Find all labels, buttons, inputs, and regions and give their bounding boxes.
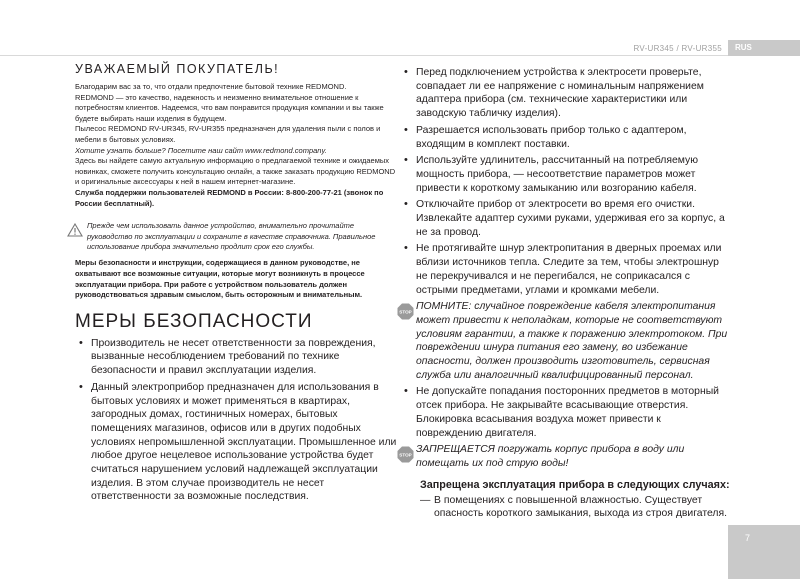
- intro-paragraph-5: Здесь вы найдете самую актуальную информацию о предлагаемой технике и ожидаемых новинках, сможете получить консультацию онлайн, а также заказать продукцию REDMOND и оригинальные аксессуары к ней в нашем интернет-магазине.: [75, 156, 396, 187]
- warning-text: Прежде чем использовать данное устройство, внимательно прочитайте руководство по эксплуатации и сохраните в качестве справочника. Правильное использование прибора значительно продлит срок его службы.: [87, 221, 376, 251]
- language-label: RUS: [735, 43, 752, 52]
- stop-text: случайное повреждение кабеля электропитания может привести к неполадкам, которые не соответствуют условиям гарантии, а также к поражению электротоком. При повреждении шнура питания его замену, во избежание опасности, должен производить изготовитель, сервисная служба или аналогичный квалифицированный персонал.: [416, 301, 728, 381]
- stop-warning-cable: [400, 300, 730, 382]
- svg-text:STOP: STOP: [399, 309, 412, 315]
- greeting-title: УВАЖАЕМЫЙ ПОКУПАТЕЛЬ!: [75, 62, 280, 76]
- stop-warning-water: [400, 443, 730, 470]
- right-bullet-list-a: [400, 66, 730, 297]
- dash-list-item: [400, 494, 730, 521]
- intro-paragraph-3: Пылесос REDMOND RV-UR345, RV-UR355 предназначен для удаления пыли с полов и мебели в бытовых условиях.: [75, 124, 381, 144]
- list-item: • Данный электроприбор предназначен для использования в бытовых условиях и может применяться в квартирах, загородных домах, гостиничных номерах, бытовых помещениях магазинов, офисов или в других подобных условиях непромышленной эксплуатации. Промышленное или любое другое нецелевое использование устройства будет считаться нарушением условий надлежащей эксплуатации изделия. В этом случае производитель не несет ответственности за возможные последствия.: [75, 381, 397, 504]
- intro-paragraph-1: Благодарим вас за то, что отдали предпочтение бытовой технике REDMOND.: [75, 82, 347, 91]
- dash-item-text: В помещениях с повышенной влажностью. Существует опасность короткого замыкания, выхода из строя двигателя.: [434, 494, 727, 520]
- header-models: RV-UR345 / RV-UR355: [633, 44, 722, 53]
- safety-heading: МЕРЫ БЕЗОПАСНОСТИ: [75, 310, 313, 332]
- stop-sign-icon: [397, 303, 414, 320]
- list-item: • Отключайте прибор от электросети во время его очистки. Извлекайте адаптер сухими руками, удерживая его за корпус, а не за провод.: [400, 198, 730, 239]
- list-item: • Перед подключением устройства к электросети проверьте, совпадает ли ее напряжение с номинальным напряжением адаптера прибора (см. технические характеристики или заводскую табличку изделия).: [400, 66, 730, 121]
- page-number-strip: [728, 525, 800, 579]
- list-item: • Не допускайте попадания посторонних предметов в моторный отсек прибора. Не закрывайте всасывающие отверстия. Блокировка всасывания воздуха может привести к повреждению двигателя.: [400, 385, 730, 440]
- stop-text: погружать корпус прибора в воду или помещать их под струю воды!: [416, 444, 685, 469]
- left-bullet-list: [75, 337, 397, 504]
- page-number: 7: [745, 533, 751, 543]
- list-item: • Разрешается использовать прибор только с адаптером, входящим в комплект поставки.: [400, 124, 730, 151]
- list-item: • Используйте удлинитель, рассчитанный на потребляемую мощность прибора, — несоответствие параметров может привести к короткому замыканию или возгоранию кабеля.: [400, 154, 730, 195]
- right-bullet-list-b: [400, 385, 730, 440]
- header-rule: [0, 55, 728, 56]
- list-item: • Не протягивайте шнур электропитания в дверных проемах или вблизи источников тепла. Следите за тем, чтобы электрошнур не перекручивался и не перегибался, не соприкасался с острыми предметами, углами и кромками мебели.: [400, 242, 730, 297]
- svg-text:STOP: STOP: [399, 452, 412, 458]
- left-column: [75, 62, 397, 507]
- intro-paragraph-2: REDMOND — это качество, надежность и неизменно внимательное отношение к потребностям клиентов. Надеемся, что вам понравится продукция компании и вы также будете выбирать наши изделия в будущем.: [75, 92, 384, 123]
- forbidden-heading: Запрещена эксплуатация прибора в следующих случаях:: [420, 478, 730, 491]
- dash-mark: —: [420, 494, 431, 506]
- stop-lead: ПОМНИТЕ:: [416, 301, 472, 313]
- warning-note: [75, 221, 397, 252]
- support-line: Служба поддержки пользователей REDMOND в России: 8-800-200-77-21 (звонок по России бесплатный).: [75, 187, 384, 208]
- list-item: • Производитель не несет ответственности за повреждения, вызванные несоблюдением требований по технике безопасности и правил эксплуатации изделия.: [75, 337, 397, 378]
- stop-lead: ЗАПРЕЩАЕТСЯ: [416, 444, 495, 456]
- stop-sign-icon: [397, 446, 414, 463]
- warning-triangle-icon: [67, 223, 83, 237]
- right-column: [400, 66, 730, 521]
- website-line: Хотите узнать больше? Посетите наш сайт www.redmond.company.: [75, 145, 327, 155]
- safety-disclaimer: Меры безопасности и инструкции, содержащиеся в данном руководстве, не охватывают все возможные ситуации, которые могут возникнуть в процессе эксплуатации прибора. При работе с устройством пользователь должен руководствоваться здравым смыслом, быть осторожным и внимательным.: [75, 258, 365, 300]
